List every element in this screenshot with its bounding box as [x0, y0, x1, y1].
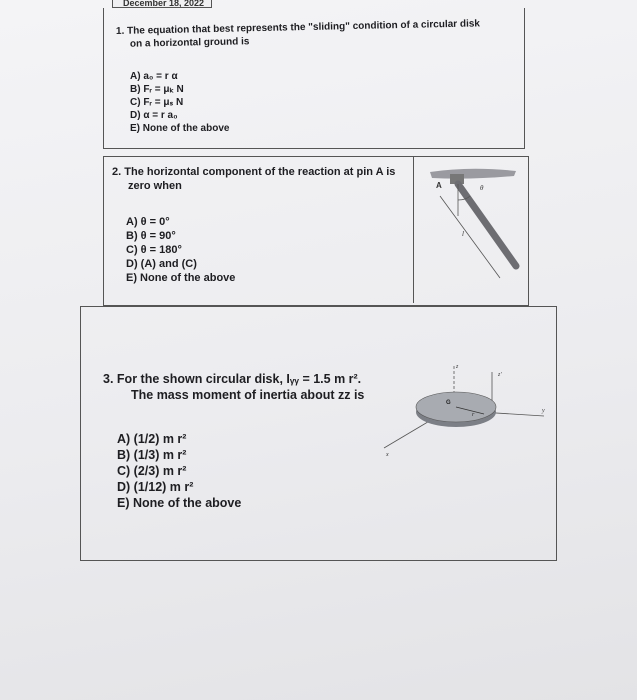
option-c: C) Fᵣ = μₛ N [130, 97, 184, 108]
option-a: A) (1/2) m r² [117, 432, 187, 446]
option-e: E) None of the above [117, 496, 242, 510]
option-c: C) (2/3) m r² [117, 464, 187, 478]
question-number: 3. [103, 372, 114, 386]
option-a: A) a₀ = r α [130, 71, 178, 82]
question-line-1: The equation that best represents the "sliding" condition of a circular disk [127, 18, 481, 37]
question-1-box [103, 8, 525, 149]
date-header [112, 0, 212, 8]
question-line-2: on a horizontal ground is [129, 36, 250, 50]
question-1-text [115, 18, 481, 51]
question-line-1: For the shown circular disk, Iᵧᵧ = 1.5 m r². [116, 372, 362, 386]
option-e: E) None of the above [130, 123, 230, 134]
question-2-options [126, 215, 235, 285]
option-c: C) θ = 180° [126, 244, 182, 256]
option-d: D) (1/12) m r² [117, 480, 194, 494]
y-label: y [542, 408, 545, 414]
option-d: D) (A) and (C) [126, 258, 197, 270]
pendulum-rod [458, 184, 516, 266]
option-b: B) (1/3) m r² [117, 448, 187, 462]
disk-figure [378, 360, 558, 470]
r-label: r [472, 412, 475, 418]
theta-label: θ [480, 184, 484, 192]
center-label: G [446, 400, 451, 406]
ceiling-support [430, 169, 516, 179]
question-number: 2. [112, 166, 122, 178]
option-d: D) α = r a₀ [130, 110, 178, 121]
length-label: l [462, 230, 464, 238]
question-line-2: zero when [128, 180, 182, 192]
question-2-text [112, 165, 395, 193]
x-label: x [386, 452, 389, 458]
question-3-text [103, 371, 364, 403]
option-a: A) θ = 0° [126, 216, 170, 228]
question-line-1: The horizontal component of the reaction at pin A is [124, 166, 396, 178]
zprime-label: z' [498, 372, 502, 378]
option-e: E) None of the above [126, 272, 236, 284]
pin-label: A [436, 181, 442, 190]
question-3-options [117, 431, 241, 511]
question-line-2: The mass moment of inertia about zz is [131, 388, 365, 402]
length-dimension-line [440, 196, 500, 278]
question-1-options [130, 70, 229, 135]
option-b: B) Fᵣ = μₖ N [130, 84, 184, 95]
z-label: z [456, 364, 459, 370]
pendulum-figure [410, 156, 530, 306]
question-number: 1. [115, 25, 125, 37]
date-text: December 18, 2022 [123, 0, 205, 8]
option-b: B) θ = 90° [126, 230, 176, 242]
